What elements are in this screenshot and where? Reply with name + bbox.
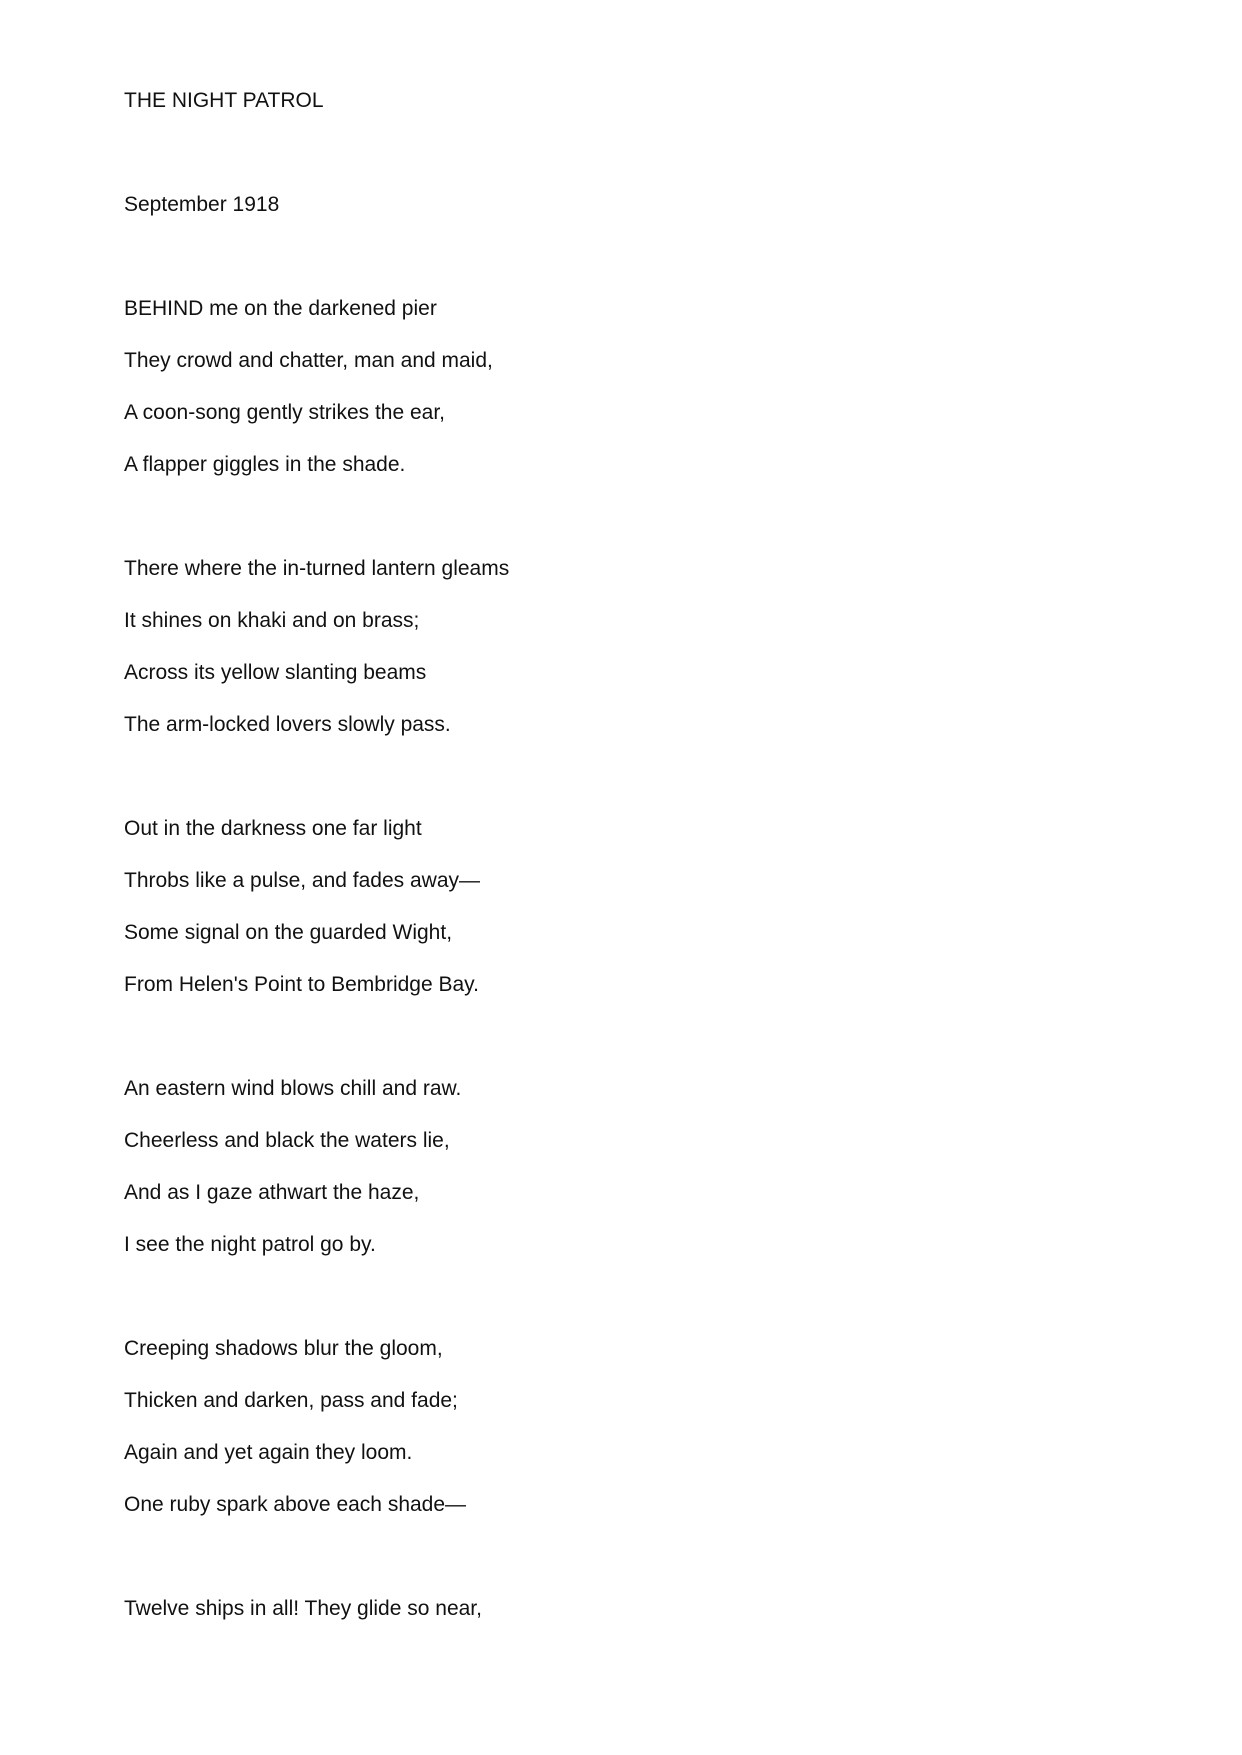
poem-title: THE NIGHT PATROL	[124, 89, 324, 112]
poem-line: An eastern wind blows chill and raw.	[124, 1077, 462, 1100]
poem-line: Across its yellow slanting beams	[124, 661, 427, 684]
poem-line: Creeping shadows blur the gloom,	[124, 1337, 443, 1360]
poem-line: There where the in-turned lantern gleams	[124, 557, 510, 580]
poem-line: They crowd and chatter, man and maid,	[124, 349, 493, 372]
poem-line: From Helen's Point to Bembridge Bay.	[124, 973, 479, 996]
poem-line: Some signal on the guarded Wight,	[124, 921, 453, 944]
poem-line: A flapper giggles in the shade.	[124, 453, 406, 476]
poem-line: It shines on khaki and on brass;	[124, 609, 420, 632]
poem-line: Twelve ships in all! They glide so near,	[124, 1597, 482, 1620]
poem-line: One ruby spark above each shade—	[124, 1493, 467, 1516]
poem-line: A coon-song gently strikes the ear,	[124, 401, 446, 424]
poem-line: Throbs like a pulse, and fades away—	[124, 869, 481, 892]
poem-line: And as I gaze athwart the haze,	[124, 1181, 420, 1204]
poem-line: The arm-locked lovers slowly pass.	[124, 713, 451, 736]
poem-line: Cheerless and black the waters lie,	[124, 1129, 450, 1152]
poem-line: Out in the darkness one far light	[124, 817, 422, 840]
poem-line: BEHIND me on the darkened pier	[124, 297, 437, 320]
poem-line: Again and yet again they loom.	[124, 1441, 413, 1464]
poem-line: Thicken and darken, pass and fade;	[124, 1389, 458, 1412]
poem-date: September 1918	[124, 193, 280, 216]
poem-line: I see the night patrol go by.	[124, 1233, 376, 1256]
